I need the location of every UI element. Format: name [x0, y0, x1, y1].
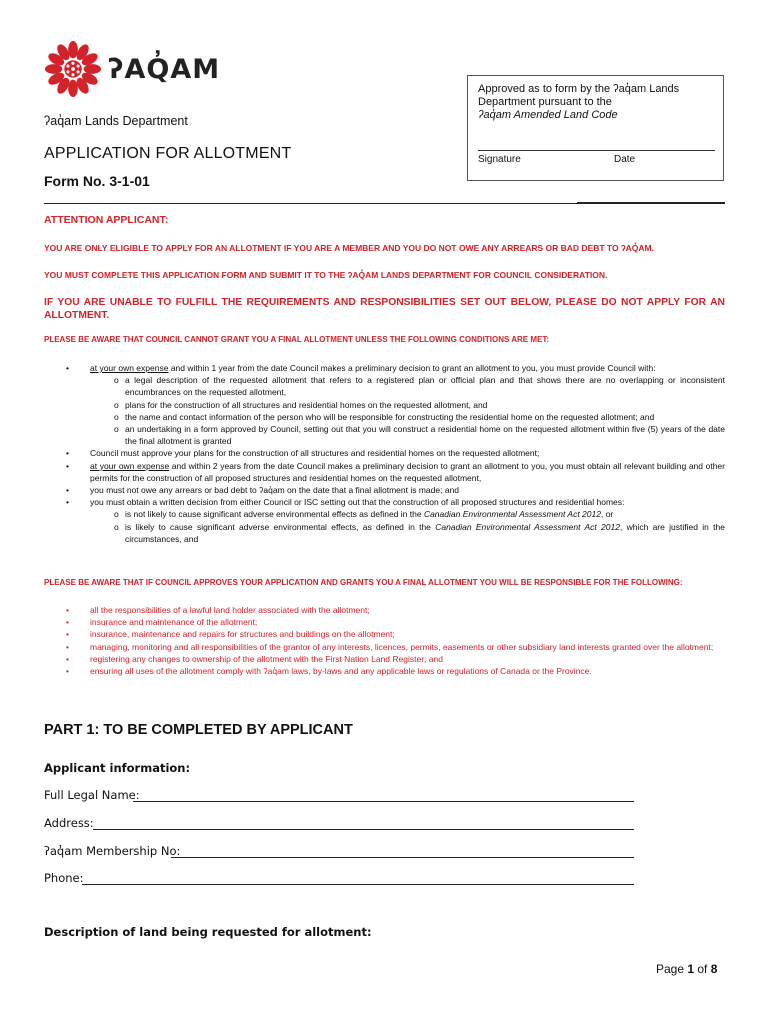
membership-field[interactable]: [171, 857, 634, 858]
list-item: [44, 641, 725, 653]
condition-text: plans for the construction of all structures and residential homes on the requested allotment, and: [125, 399, 488, 410]
conditions-heading: PLEASE BE AWARE THAT COUNCIL CANNOT GRANT YOU A FINAL ALLOTMENT UNLESS THE FOLLOWING CONDITIONS ARE MET:: [44, 335, 550, 344]
sub-bullet-icon: o: [114, 411, 119, 422]
condition-text: is likely to cause significant adverse environmental effects, as defined in the: [125, 521, 436, 532]
header-divider-accent: [577, 202, 725, 204]
list-subitem: [44, 521, 725, 545]
condition-text: you must obtain a written decision from either Council or ISC setting out that the construction of all proposed structures and residential homes:: [90, 497, 625, 508]
list-subitem: [44, 508, 725, 520]
phone-field[interactable]: [82, 884, 634, 885]
bullet-icon: •: [66, 605, 69, 615]
approval-box: [467, 75, 724, 181]
signature-label: Signature: [478, 154, 521, 165]
bullet-icon: •: [66, 653, 69, 664]
sub-bullet-icon: o: [114, 509, 119, 520]
form-number: Form No. 3-1-01: [44, 173, 150, 189]
bullet-icon: •: [66, 641, 69, 652]
responsibility-text: registering any changes to ownership of the allotment with the First Nation Land Register; and: [90, 653, 443, 664]
address-field[interactable]: [93, 829, 634, 830]
page-current: 1: [687, 962, 695, 976]
responsibility-text: all the responsibilities of a lawful land holder associated with the allotment;: [90, 605, 370, 615]
responsibility-text: managing, monitoring and all responsibilities of the grantor of any interests, licences, permits, easements or other subsidiary land interests granted over the allotment;: [90, 641, 714, 652]
conditions-list: [44, 362, 725, 545]
sub-bullet-icon: o: [114, 375, 119, 386]
membership-label: ʔaq̓am Membership No:: [44, 844, 181, 858]
condition-emphasis: at your own expense: [90, 363, 169, 373]
page-number: [656, 962, 717, 976]
bullet-icon: •: [66, 497, 69, 508]
list-item: [44, 460, 725, 484]
responsibilities-list: [44, 604, 725, 677]
department-name: ʔaq̓am Lands Department: [44, 114, 188, 128]
full-name-field[interactable]: [133, 801, 634, 802]
condition-text: and within 1 year from the date Council makes a preliminary decision to grant an allotment to you, you must provide Council with:: [168, 363, 656, 373]
signature-line[interactable]: [478, 150, 715, 151]
condition-emphasis: at your own expense: [90, 460, 170, 471]
address-label: Address:: [44, 816, 94, 830]
bullet-icon: •: [66, 629, 69, 640]
condition-text: an undertaking in a form approved by Council, setting out that you will construct a residential home on the requested allotment within five (5) years of the date the final allotment is granted: [125, 424, 725, 447]
page-prefix: Page: [656, 962, 688, 976]
list-subitem: [44, 411, 725, 423]
sub-bullet-icon: o: [114, 424, 119, 435]
eligibility-warning: YOU ARE ONLY ELIGIBLE TO APPLY FOR AN ALLOTMENT IF YOU ARE A MEMBER AND YOU DO NOT OWE ANY ARREARS OR BAD DEBT TO ʔAQ̓AM.: [44, 243, 654, 253]
page-of: of: [694, 962, 711, 976]
bullet-icon: •: [66, 617, 69, 628]
land-description-heading: Description of land being requested for allotment:: [44, 925, 372, 939]
list-item: [44, 447, 725, 459]
list-item: [44, 604, 725, 616]
full-name-label: Full Legal Name:: [44, 788, 140, 802]
logo-wordmark: ʔAQ̓AM: [108, 54, 221, 85]
part1-heading: PART 1: TO BE COMPLETED BY APPLICANT: [44, 722, 353, 738]
approval-text-italic: ʔaq̓am Amended Land Code: [478, 109, 618, 121]
condition-text: , or: [600, 509, 614, 520]
condition-text: is not likely to cause significant adverse environmental effects as defined in the: [125, 509, 424, 520]
responsibility-text: ensuring all uses of the allotment comply with ʔaq̓am laws, by-laws and any applicable laws or regulations of Canada or the Province.: [90, 666, 592, 677]
sub-bullet-icon: o: [114, 521, 119, 532]
bullet-icon: •: [66, 485, 69, 496]
condition-text: a legal description of the requested allotment that refers to a registered plan or official plan and that shows there are no overlapping or inconsistent encumbrances on the requested allotment,: [125, 375, 725, 398]
sub-bullet-icon: o: [114, 399, 119, 410]
submission-warning: YOU MUST COMPLETE THIS APPLICATION FORM AND SUBMIT IT TO THE ʔAQ̓AM LANDS DEPARTMENT FOR COUNCIL CONSIDERATION.: [44, 270, 608, 280]
attention-heading: ATTENTION APPLICANT:: [44, 214, 169, 226]
list-item: [44, 616, 725, 628]
condition-text: the name and contact information of the person who will be responsible for constructing the residential home on the requested allotment; and: [125, 411, 655, 422]
aqam-logo-icon: [44, 40, 102, 98]
application-title: APPLICATION FOR ALLOTMENT: [44, 145, 292, 162]
act-title: Canadian Environmental Assessment Act 2012: [423, 509, 601, 520]
responsibilities-heading: PLEASE BE AWARE THAT IF COUNCIL APPROVES YOUR APPLICATION AND GRANTS YOU A FINAL ALLOTMENT YOU WILL BE RESPONSIBLE FOR THE FOLLOWING:: [44, 578, 683, 587]
act-title: Canadian Environmental Assessment Act 2012: [435, 521, 620, 532]
bullet-icon: •: [66, 448, 69, 459]
condition-text: Council must approve your plans for the construction of all structures and residential homes on the requested allotment;: [90, 448, 540, 459]
bullet-icon: •: [66, 460, 69, 471]
phone-label: Phone:: [44, 871, 84, 885]
list-item: [44, 653, 725, 665]
list-item: [44, 362, 725, 374]
approval-text: Approved as to form by the ʔaq̓am Lands Department pursuant to the: [478, 83, 680, 108]
list-item: [44, 665, 725, 677]
condition-text: and within 2 years from the date Council makes a preliminary decision to grant an allotment to you, you must obtain all relevant building and other permits for the construction of all proposed structures and residential homes on the requested allotment,: [90, 460, 725, 483]
responsibility-text: insurance and maintenance of the allotment;: [90, 617, 258, 628]
condition-text: you must not owe any arrears or bad debt to ʔaq̓am on the date that a final allotment is made; and: [90, 485, 460, 496]
applicant-info-heading: Applicant information:: [44, 761, 191, 775]
bullet-icon: •: [66, 666, 69, 677]
responsibility-text: insurance, maintenance and repairs for structures and buildings on the allotment;: [90, 629, 395, 640]
list-item: [44, 628, 725, 640]
list-subitem: [44, 374, 725, 398]
list-item: [44, 484, 725, 496]
list-subitem: [44, 399, 725, 411]
date-label: Date: [614, 154, 636, 165]
bullet-icon: •: [66, 363, 69, 373]
list-subitem: [44, 423, 725, 447]
page-total: 8: [710, 962, 718, 976]
condition-text: , which are justified in the circumstances, and: [125, 521, 725, 544]
list-item: [44, 496, 725, 508]
requirements-warning: IF YOU ARE UNABLE TO FULFILL THE REQUIREMENTS AND RESPONSIBILITIES SET OUT BELOW, PLEASE DO NOT APPLY FOR AN ALLOTMENT.: [44, 297, 725, 321]
